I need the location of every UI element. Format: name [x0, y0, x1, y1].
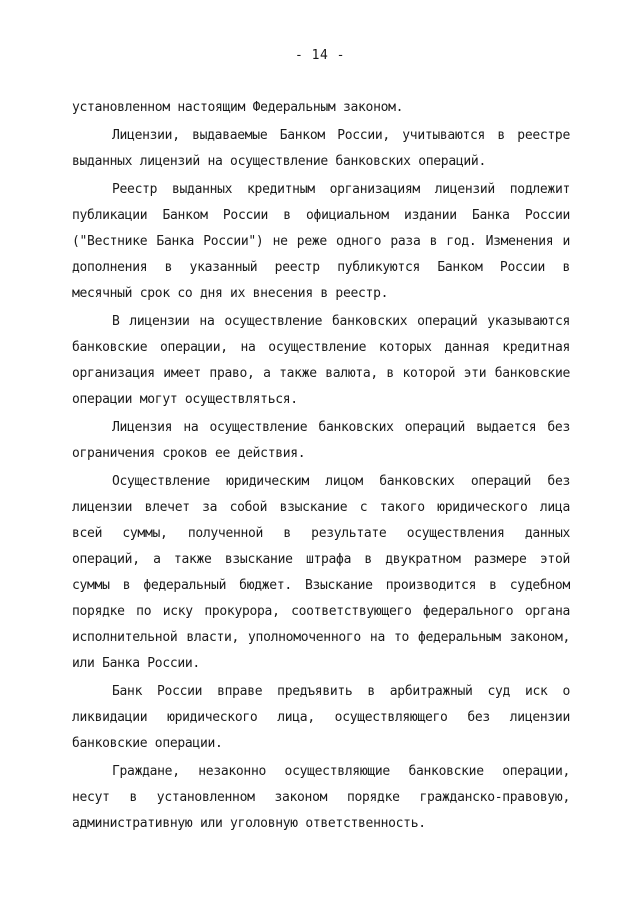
paragraph-line: дополнения в указанный реестр публикуются Банком России в	[72, 260, 570, 275]
paragraph-line: Осуществление юридическим лицом банковских операций без	[112, 474, 570, 489]
paragraph-line: организация имеет право, а также валюта, в которой эти банковские	[72, 366, 570, 381]
paragraph-line: ("Вестнике Банка России") не реже одного раза в год. Изменения и	[72, 234, 570, 249]
page-number: - 14 -	[295, 48, 345, 63]
paragraph-line: ликвидации юридического лица, осуществляющего без лицензии	[72, 710, 570, 725]
paragraph-line: порядке по иску прокурора, соответствующего федерального органа	[72, 604, 570, 619]
paragraph-line: Лицензии, выдаваемые Банком России, учитываются в реестре	[112, 128, 570, 143]
paragraph-line: исполнительной власти, уполномоченного на то федеральным законом,	[72, 630, 570, 645]
paragraph-line: Граждане, незаконно осуществляющие банковские операции,	[112, 764, 570, 779]
paragraph-line: В лицензии на осуществление банковских операций указываются	[112, 314, 570, 329]
paragraph-line: установленном настоящим Федеральным законом.	[72, 100, 404, 115]
paragraph-line: суммы в федеральный бюджет. Взыскание производится в судебном	[72, 578, 570, 593]
paragraph-line: ограничения сроков ее действия.	[72, 446, 306, 461]
paragraph-line: Лицензия на осуществление банковских операций выдается без	[112, 420, 570, 435]
paragraph-line: публикации Банком России в официальном издании Банка России	[72, 208, 570, 223]
paragraph-line: административную или уголовную ответственность.	[72, 816, 426, 831]
paragraph-line: операции могут осуществляться.	[72, 392, 298, 407]
paragraph-line: выданных лицензий на осуществление банковских операций.	[72, 154, 486, 169]
paragraph-line: или Банка России.	[72, 656, 200, 671]
paragraph-line: месячный срок со дня их внесения в реестр.	[72, 286, 389, 301]
paragraph-line: банковские операции.	[72, 736, 223, 751]
paragraph-line: несут в установленном законом порядке гражданско-правовую,	[72, 790, 570, 805]
paragraph-line: Банк России вправе предъявить в арбитражный суд иск о	[112, 684, 570, 699]
paragraph-line: Реестр выданных кредитным организациям лицензий подлежит	[112, 182, 570, 197]
paragraph-line: операций, а также взыскание штрафа в двукратном размере этой	[72, 552, 570, 567]
paragraph-line: банковские операции, на осуществление которых данная кредитная	[72, 340, 570, 355]
document-body	[72, 95, 570, 837]
paragraph-line: всей суммы, полученной в результате осуществления данных	[72, 526, 570, 541]
paragraph-line: лицензии влечет за собой взыскание с такого юридического лица	[72, 500, 570, 515]
